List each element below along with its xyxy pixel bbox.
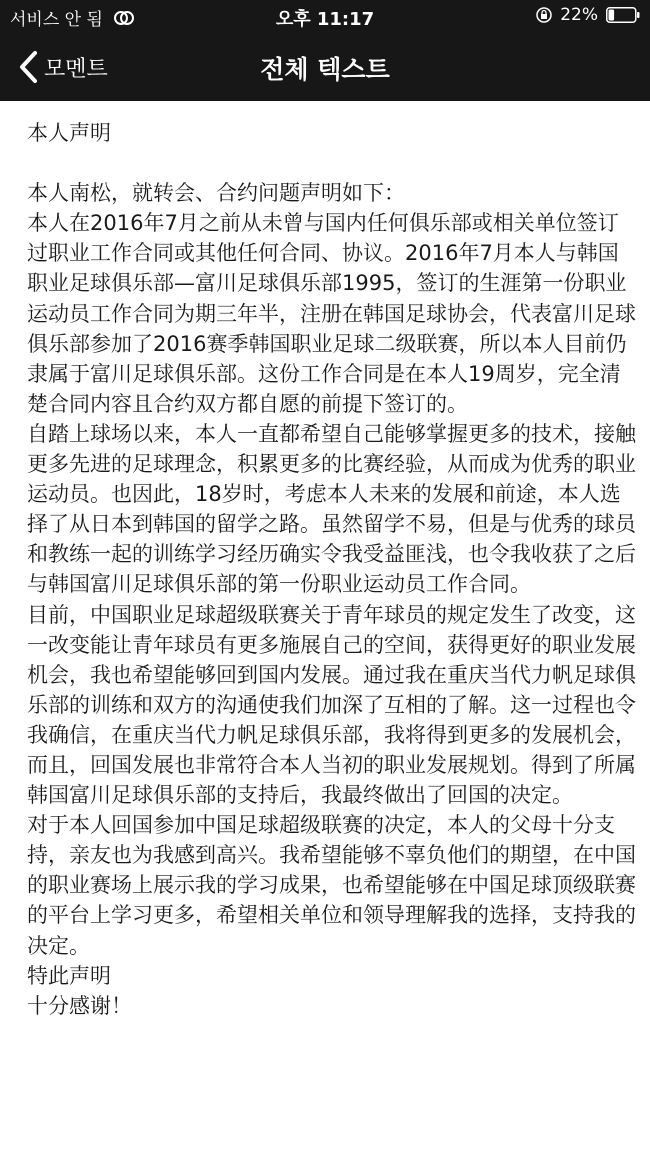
paragraph-family: 对于本人回国参加中国足球超级联赛的决定，本人的父母十分支持，亲友也为我感到高兴。我希望能够不辜负他们的期望，在中国的职业赛场上展示我的学习成果，也希望能够在中国足球顶级联赛的平台上学习更多，希望相关单位和领导理解我的选择，支持我的决定。 [27,813,636,958]
closing-statement: 特此声明 [27,963,111,988]
status-time: 오후 11:17 [275,9,375,30]
paragraph-return: 目前，中国职业足球超级联赛关于青年球员的规定发生了改变，这一改变能让青年球员有更多施展自己的空间，获得更好的职业发展机会，我也希望能够回到国内发展。通过我在重庆当代力帆足球俱乐部的训练和双方的沟通使我们加深了互相的了解。这一过程也令我确信，在重庆当代力帆足球俱乐部，我将得到更多的发展机会，而且，回国发展也非常符合本人当初的职业发展规划。得到了所属韩国富川足球俱乐部的支持后，我最终做出了回国的决定。 [27,602,636,808]
top-bar [0,0,650,101]
blank-line [27,148,637,178]
paragraph-career: 自踏上球场以来，本人一直都希望自己能够掌握更多的技术，接触更多先进的足球理念，积累更多的比赛经验，从而成为优秀的职业运动员。也因此，18岁时，考虑本人未来的发展和前途，本人选择了从日本到韩国的留学之路。虽然留学不易，但是与优秀的球员和教练一起的训练学习经历确实令我受益匪浅，也令我收获了之后与韩国富川足球俱乐部的第一份职业运动员工作合同。 [27,421,636,597]
navigation-bar [0,34,650,101]
closing-thanks: 十分感谢！ [27,993,132,1018]
lock-rotation-icon [536,7,552,23]
paragraph-contract: 本人在2016年7月之前从未曾与国内任何俱乐部或相关单位签订过职业工作合同或其他任何合同、协议。2016年7月本人与韩国职业足球俱乐部—富川足球俱乐部1995，签订的生涯第一份职业运动员工作合同为期三年半，注册在韩国足球协会，代表富川足球俱乐部参加了2016赛季韩国职业足球二级联赛，所以本人目前仍隶属于富川足球俱乐部。这份工作合同是在本人19周岁，完全清楚合同内容且合约双方都自愿的前提下签订的。 [27,211,636,416]
full-text-body [27,118,637,1021]
battery-icon [606,7,640,23]
carrier-label: 서비스 안 됨 [10,10,103,30]
status-bar [0,0,650,34]
status-right [536,5,640,25]
page-title: 전체 텍스트 [260,55,390,84]
battery-percent: 22% [560,5,598,25]
document-heading: 本人声明 [27,121,111,145]
back-button-label: 모멘트 [44,56,108,82]
paragraph-intro: 本人南松，就转会、合约问题声明如下： [27,181,405,206]
